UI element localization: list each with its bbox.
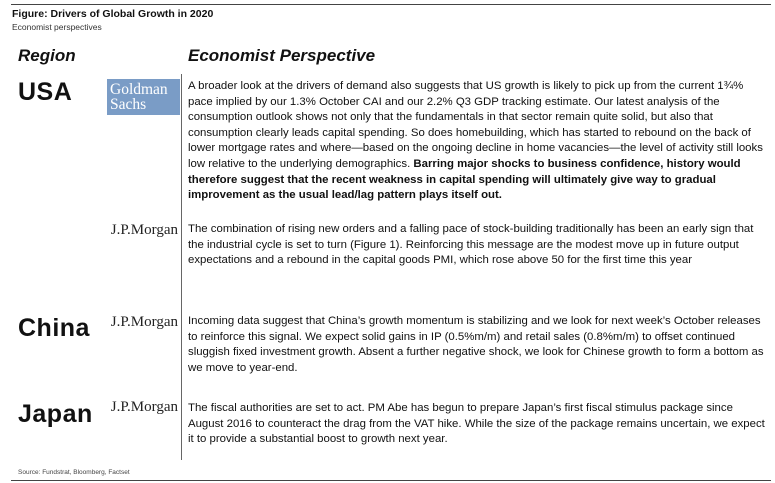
figure-title: Figure: Drivers of Global Growth in 2020	[12, 8, 214, 20]
source-note: Source: Fundstrat, Bloomberg, Factset	[18, 469, 130, 476]
perspective-column-header: Economist Perspective	[188, 46, 376, 65]
region-japan: Japan	[18, 400, 93, 428]
goldman-sachs-logo	[107, 79, 180, 115]
region-china: China	[18, 314, 90, 342]
top-rule	[11, 4, 771, 5]
jpmorgan-logo-usa: J.P.Morgan	[110, 222, 178, 238]
figure-subtitle: Economist perspectives	[12, 22, 102, 32]
usa-jpmorgan-perspective: The combination of rising new orders and a falling pace of stock-building traditionally has been an early sign that the industrial cycle is set to turn (Figure 1). Reinforcing this message are the modest move up in future output expectations and a rebound in the capital goods PMI, which rose above 50 for the first time this year	[188, 223, 754, 267]
usa-goldman-perspective	[188, 79, 768, 204]
goldman-sachs-logo-text: Goldman Sachs	[110, 81, 168, 113]
region-column-header: Region	[18, 46, 76, 65]
japan-jpmorgan-perspective: The fiscal authorities are set to act. PM Abe has begun to prepare Japan’s first fiscal stimulus package since August 2016 to counteract the drag from the VAT hike. While the size of the package remains uncertain, we expect it to provide a substantial boost to growth next year.	[188, 402, 765, 446]
usa-goldman-bold-text: Barring major shocks to business confidence, history would therefore suggest that the recent weakness in capital spending will ultimately give way to gradual improvement as the usual lead/lag pattern plays itself out.	[188, 157, 741, 202]
bottom-rule	[11, 480, 771, 481]
usa-goldman-text: A broader look at the drivers of demand also suggests that US growth is likely to pick up from the current 1¾% pace implied by our 1.3% October CAI and our 2.2% Q3 GDP tracking estimate. Our latest analysis of the consumption outlook shows not only that the fundamentals in that sector remain quite solid, but also that consumption clearly leads capital spending. So does homebuilding, which has started to rebound on the back of lower mortgage rates and where—based on the ongoing decline in home vacancies—the level of activity still looks low relative to the underlying demographics.	[188, 80, 763, 170]
region-usa: USA	[18, 78, 73, 106]
column-divider	[181, 74, 182, 460]
jpmorgan-logo-china: J.P.Morgan	[110, 314, 178, 330]
jpmorgan-logo-japan: J.P.Morgan	[110, 399, 178, 415]
china-jpmorgan-perspective: Incoming data suggest that China’s growth momentum is stabilizing and we look for next week’s October releases to reinforce this signal. We expect solid gains in IP (0.5%m/m) and retail sales (0.8%m/m) to offset continued sluggish fixed investment growth. Absent a further negative shock, we look for Chinese growth to form a bottom as we move to year-end.	[188, 315, 764, 374]
